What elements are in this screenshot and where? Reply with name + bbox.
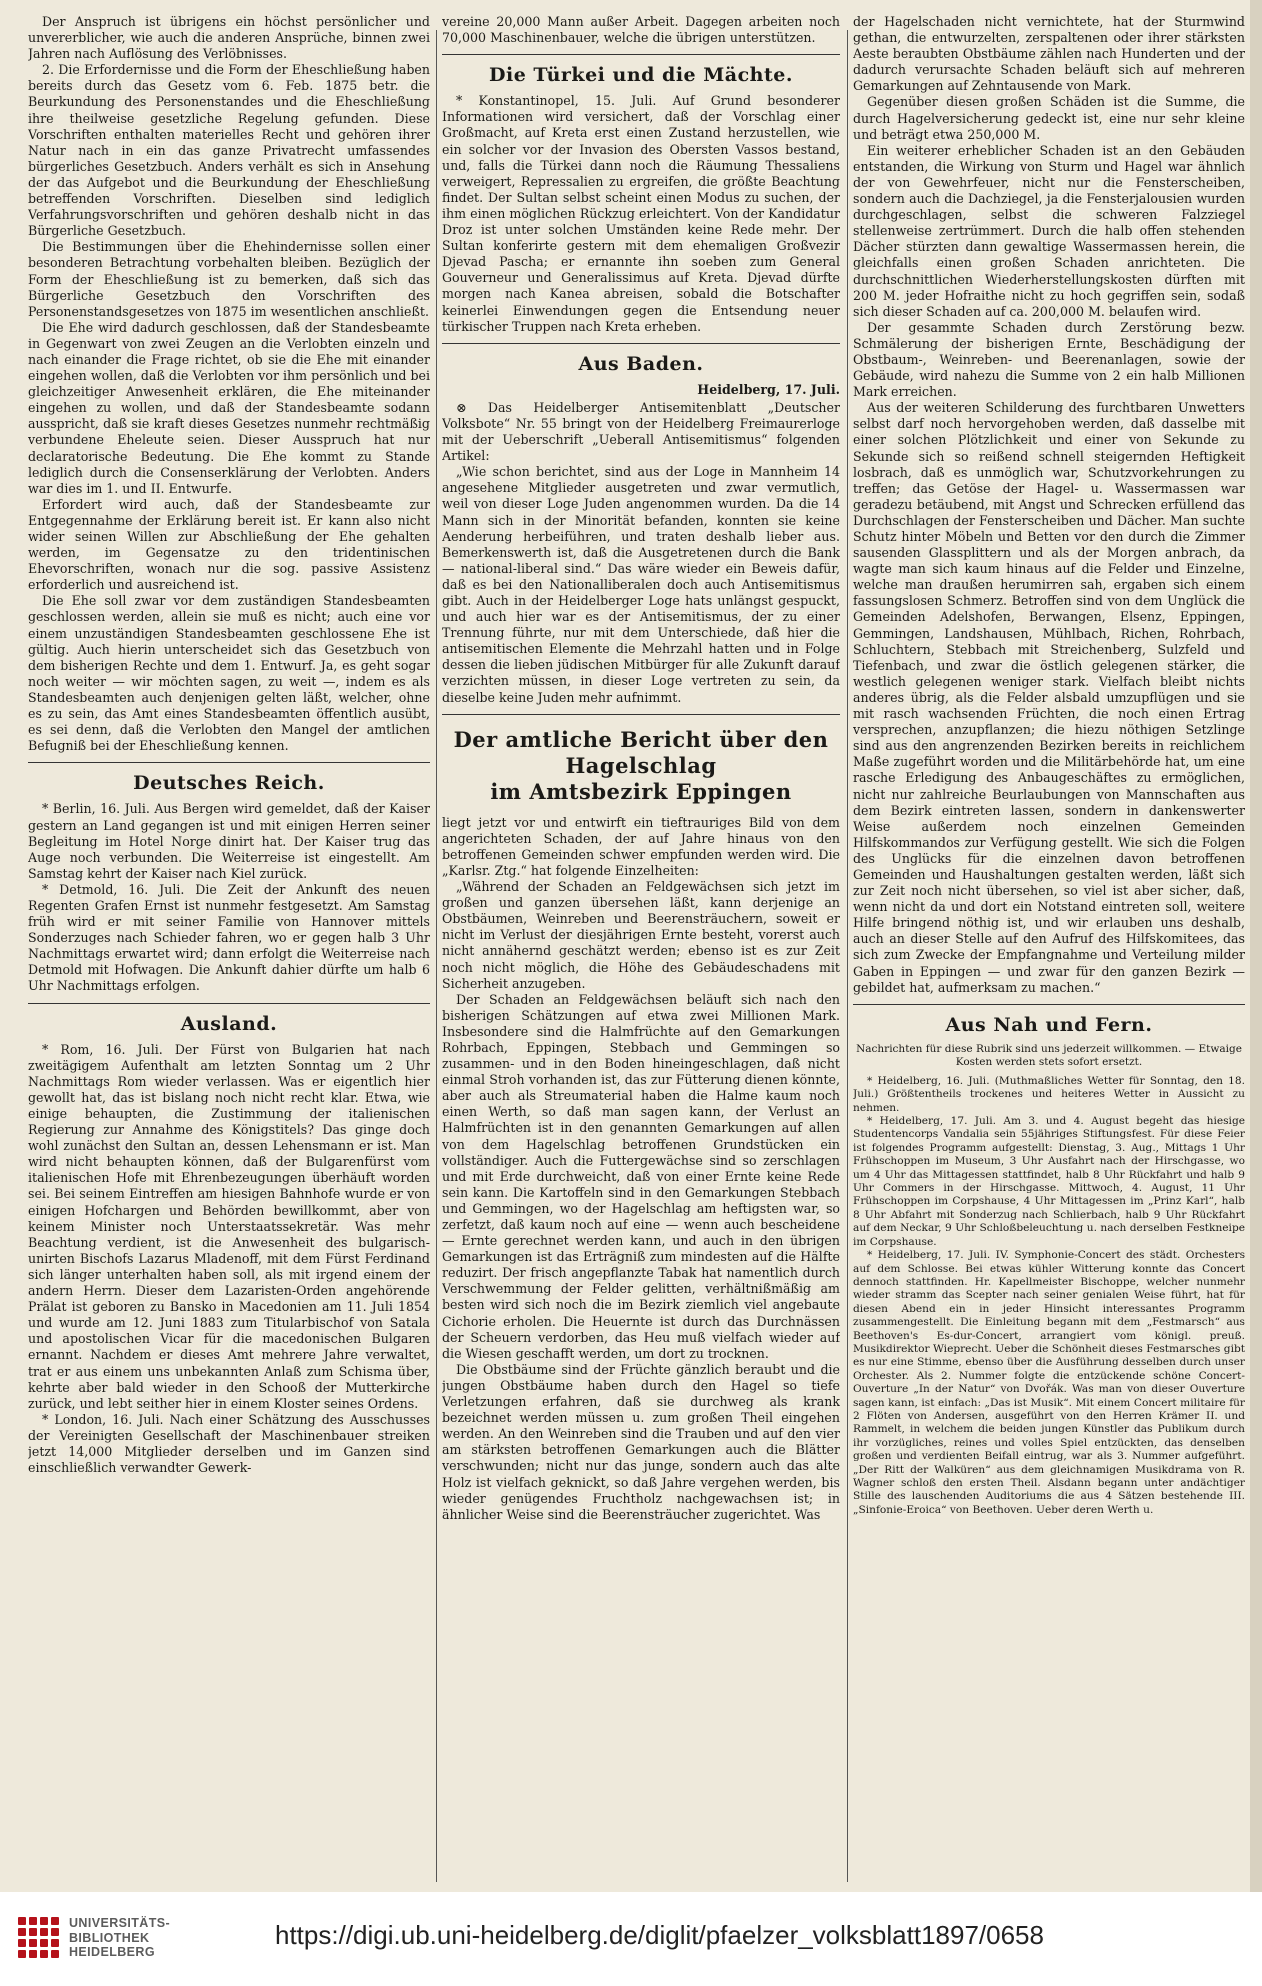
paragraph: Die Obstbäume sind der Früchte gänzlich beraubt und die jungen Obstbäume haben durch den Hagel so tiefe Verletzungen erfahren, daß sie durchweg als krank bezeichnet werden müssen u. zum großen Theil eingehen werden. An den Weinreben sind die Trauben und auf den vier am stärksten betroffenen Gemarkungen auch die Blätter verschwunden; nicht nur das junge, sondern auch das alte Holz ist vielfach geknickt, so daß Jahre vergehen werden, bis wieder genügendes Fruchtholz nachgewachsen ist; in ähnlicher Weise sind die Beerensträucher zugerichtet. Was (442, 1361, 840, 1522)
paragraph: „Während der Schaden an Feldgewächsen sich jetzt im großen und ganzen übersehen läßt, kann derjenige an Obstbäumen, Weinreben und Beerensträuchern, soweit er nicht im Verlust der diesjährigen Ernte besteht, vorerst auch nicht annähernd geschätzt werden; ebenso ist es zur Zeit noch nicht möglich, die Höhe des Gebäudeschadens mit Sicherheit anzugeben. (442, 879, 840, 991)
section-title-deutsches-reich: Deutsches Reich. (133, 772, 325, 795)
column-3 (853, 14, 1245, 1886)
column-divider (436, 30, 437, 1882)
news-item-loge: „Wie schon berichtet, sind aus der Loge in Mannheim 14 angesehene Mitglieder ausgetreten und zwar vermutlich, weil von dieser Loge Juden angenommen wurden. Da die 14 Mann sich in der Minorität befanden, konnten sie keine Aenderung herbeiführen, und traten deshalb lieber aus. Bemerkenswerth ist, daß die Ausgetretenen durch die Bank — national-liberal sind.“ Das wäre wieder ein Beweis dafür, daß es bei den Nationalliberalen doch auch Antisemitismus gibt. Auch in der Heidelberger Loge hats unlängst gespuckt, und auch hier war es der Antisemitismus, der zu einer Trennung führte, nur mit dem Unterschiede, daß hier die antisemitischen Elemente die Mehrzahl hatten und in Folge dessen die lieben jüdischen Mitbürger für alle Zukunft darauf verzichten müssen, in dieser Loge vertreten zu sein, da dieselbe keine Juden mehr aufnimmt. (442, 464, 840, 705)
paragraph: Die Ehe soll zwar vor dem zuständigen Standesbeamten geschlossen werden, allein sie muß es nicht; auch eine vor einem unzuständigen Standesbeamten geschlossene Ehe ist gültig. Auch hierin unterscheidet sich das Gesetzbuch von dem bisherigen Rechte und dem 1. Entwurf. Ja, es geht sogar noch weiter — wir möchten sagen, zu weit —, indem es als Standesbeamten auch denjenigen gelten läßt, welcher, ohne es zu sein, das Amt eines Standesbeamten öffentlich ausübt, es sei denn, daß die Verlobten den Mangel der amtlichen Befugniß bei der Eheschließung kennen. (28, 593, 430, 754)
section-divider (442, 714, 840, 715)
news-item-antisemitenblatt: ⊗ Das Heidelberger Antisemitenblatt „Deutscher Volksbote“ Nr. 55 bringt von der Heidelberg Freimaurerloge mit der Ueberschrift „Ueberall Antisemitismus“ folgenden Artikel: (442, 399, 840, 464)
news-item-london: * London, 16. Juli. Nach einer Schätzung des Ausschusses der Vereinigten Gesellschaft der Maschinenbauer streiken jetzt 14,000 Mitglieder derselben und im Ganzen sind einschließlich verwandter Gewerk- (28, 1411, 430, 1476)
paragraph: Aus der weiteren Schilderung des furchtbaren Unwetters selbst darf noch hervorgehoben werden, daß dasselbe mit einer solchen Plötzlichkeit und einer von Sekunde zu Sekunde sich so reißend schnell steigernden Heftigkeit losbrach, daß es unmöglich war, Schutzvorkehrungen zu treffen; das Getöse der Hagel- u. Wassermassen war geradezu betäubend, mit Angst und Schrecken erfüllend das Durchschlagen der Fensterscheiben und Dächer. Man suchte Schutz hinter Möbeln und Betten vor den durch die Zimmer sausenden Glassplittern und als der Morgen anbrach, da wagte man sich kaum hinaus auf die Felder und Einzelne, welche man draußen herumirren sah, ergaben sich einem fassungslosen Schmerz. Betroffen sind von dem Unglück die Gemeinden Adelshofen, Berwangen, Elsenz, Eppingen, Gemmingen, Landshausen, Mühlbach, Richen, Rohrbach, Schluchtern, Stebbach mit Streichenberg, Sulzfeld und Tiefenbach, und zwar die östlich gelegenen stärker, die westlich gelegenen weniger stark. Vielfach bleibt nichts anderes übrig, als die Felder alsbald umzupflügen und sie mit rasch wachsenden Früchten, die noch einen Ertrag versprechen, anzupflanzen; die hiezu nöthigen Setzlinge sind aus den angrenzenden Bezirken bereits in reichlichem Maße zugeführt worden und die Militärbehörde hat, um eine rasche Erledigung des Anbaugeschäftes zu ermöglichen, nicht nur zahlreiche Beurlaubungen von Mannschaften aus dem Bezirk eintreten lassen, sondern in dankenswerter Weise außerdem noch einzelnen Gemeinden Hilfskommandos zur Verfügung gestellt. Wie sich die Folgen des Unglücks für die einzelnen davon betroffenen Gemeinden und Haushaltungen gestalten werden, läßt sich zur Zeit noch nicht übersehen, so viel ist aber sicher, daß, wenn nicht da und dort ein Notstand eintreten soll, weitere Hilfe bringend nöthig ist, und wir erlauben uns deshalb, auch an dieser Stelle auf den Aufruf des Hilfskomitees, das sich zum Zwecke der Empfangnahme und Verteilung milder Gaben in Eppingen — und zwar für den ganzen Bezirk — gebildet hat, aufmerksam zu machen.“ (853, 400, 1245, 995)
column-divider (847, 30, 848, 1882)
scan-edge (1250, 0, 1262, 1892)
section-title-hagelschlag (442, 727, 840, 805)
news-item-wetter: * Heidelberg, 16. Juli. (Muthmaßliches Wetter für Sonntag, den 18. Juli.) Größtentheils trockenes und heiteres Wetter in Aussicht zu nehmen. (853, 1074, 1245, 1114)
paragraph: Gegenüber diesen großen Schäden ist die Summe, die durch Hagelversicherung gedeckt ist, eine nur sehr kleine und beträgt etwa 250,000 M. (853, 94, 1245, 142)
logo-line: HEIDELBERG (69, 1945, 155, 1959)
rubric-note: Nachrichten für diese Rubrik sind uns jederzeit willkommen. — Etwaige Kosten werden stets sofort ersetzt. (856, 1042, 1242, 1068)
university-library-logo[interactable] (18, 1916, 170, 1960)
viewer-footer (0, 1892, 1262, 1986)
paragraph: Der Anspruch ist übrigens ein höchst persönlicher und unvererblicher, wie auch die anderen Ansprüche, binnen zwei Jahren nach Auflösung des Verlöbnisses. (28, 14, 430, 62)
paragraph: Ein weiterer erheblicher Schaden ist an den Gebäuden entstanden, die Wirkung von Sturm und Hagel war ähnlich der von Gewehrfeuer, nicht nur die Fensterscheiben, sondern auch die Dachziegel, ja die Fensterjalousien wurden durchgeschlagen, selbst die schweren Falzziegel stellenweise zertrümmert. Durch die halb offen stehenden Dächer stürzten dann gewaltige Wassermassen herein, die gleichfalls einen großen Schaden anrichteten. Die durchschnittlichen Wiederherstellungskosten dürften mit 200 M. jeder Hofraithe nicht zu hoch gegriffen sein, sodaß sich dieser Schaden auf ca. 200,000 M. belaufen wird. (853, 142, 1245, 319)
section-title-baden: Aus Baden. (578, 352, 704, 375)
paragraph: Die Bestimmungen über die Ehehindernisse sollen einer besonderen Betrachtung vorbehalten bleiben. Bezüglich der Form der Eheschließung ist zu bemerken, daß sich das Bürgerliche Gesetzbuch den Vorschriften des Personenstandsgesetzes von 1875 im wesentlichen anschließt. (28, 239, 430, 319)
news-item-concert: * Heidelberg, 17. Juli. IV. Symphonie-Concert des städt. Orchesters auf dem Schlosse. Bei etwas kühler Witterung konnte das Concert dennoch stattfinden. Hr. Kapellmeister Bischoppe, welcher nunmehr wieder stramm das Scepter nach seiner genialen Weise führt, hat für diesen Abend ein in jeder Hinsicht interessantes Programm zusammengestellt. Die Einleitung begann mit dem „Festmarsch“ aus Beethoven's Es-dur-Concert, arrangiert vom königl. preuß. Musikdirektor Wieprecht. Ueber die Schönheit dieses Festmarsches gibt es nur eine Stimme, ebenso über die Ausführung desselben durch unser Orchester. Als 2. Nummer folgte die entzückende schöne Concert-Ouverture „In der Natur“ von Dvořák. Was man von dieser Ouverture sagen kann, ist einfach: „Das ist Musik“. Mit einem Concert militaire für 2 Flöten von Andersen, ausgeführt von den Herren Krämer II. und Rammelt, in welchem die beiden jungen Künstler das Publikum durch ihr vorzügliches, reines und volles Spiel entzückten, das denselben großen und verdienten Beifall eintrug, war als 3. Nummer aufgeführt. „Der Ritt der Walküren“ aus dem gleichnamigen Musikdrama von R. Wagner schloß den ersten Theil. Alsdann begann unter andächtiger Stille des lauschenden Auditoriums die aus 4 Sätzen bestehende III. „Sinfonie-Eroica“ von Beethoven. Ueber deren Werth u. (853, 1249, 1245, 1516)
marriage-law-article (28, 14, 430, 754)
section-divider (442, 54, 840, 55)
paragraph: Der Schaden an Feldgewächsen beläuft sich nach den bisherigen Schätzungen auf etwa zwei Millionen Mark. Insbesondere sind die Halmfrüchte auf den Gemarkungen Rohrbach, Eppingen, Stebbach und Gemmingen so zusammen- und in den Boden hineingeschlagen, daß nicht einmal Stroh vorhanden ist, das zur Fütterung dienen könnte, aber auch als Streumaterial haben die Halme kaum noch einen Werth, so daß man sagen kann, der Verlust an Halmfrüchten ist in den genannten Gemarkungen auf allen von dem Hagelschlag betroffenen Grundstücken ein vollständiger. Auch die Futtergewächse sind so zerschlagen und mit Erde durchweicht, daß von einer Ernte keine Rede sein kann. Die Kartoffeln sind in den Gemarkungen Stebbach und Gemmingen, wo der Hagelschlag am heftigsten war, so zerfetzt, daß kaum noch auf eine — wenn auch bescheidene — Ernte gerechnet werden kann, und auch in den übrigen Gemarkungen ist das Erträgniß zum mindesten auf die Hälfte reduzirt. Der frisch angepflanzte Tabak hat namentlich durch Verschwemmung der Felder gelitten, verhältnißmäßig am besten wird sich noch die im Bezirk ziemlich viel angebaute Cichorie erholen. Die Heuernte ist durch das Durchnässen der Scheuern verdorben, das Heu muß vielfach wieder auf die Wiesen geschafft werden, um dort zu trocknen. (442, 991, 840, 1361)
section-title-nah-und-fern: Aus Nah und Fern. (945, 1013, 1153, 1036)
logo-text (69, 1916, 170, 1960)
column-1 (28, 14, 430, 1886)
news-item-konstantinopel: * Konstantinopel, 15. Juli. Auf Grund besonderer Informationen wird versichert, daß der Vorschlag einer Großmacht, auf Kreta erst einen Zustand herzustellen, wie ein solcher vor der Invasion des Obersten Vassos bestand, und, falls die Türkei dann noch die Räumung Thessaliens verweigert, Repressalien zu ergreifen, die größte Beachtung findet. Der Sultan selbst scheint einen Modus zu suchen, der ihm einen möglichen Rückzug erleichtert. Von der Kandidatur Droz ist unter solchen Umständen keine Rede mehr. Der Sultan konferirte gestern mit dem ehemaligen Großvezir Djevad Pascha; er ernannte ihn soeben zum General Gouverneur und Generalissimus auf Kreta. Djevad dürfte morgen nach Kanea abreisen, sobald die Botschafter keinerlei Einwendungen gegen die Entsendung neuer türkischer Truppen nach Kreta erheben. (442, 93, 840, 334)
paragraph: der Hagelschaden nicht vernichtete, hat der Sturmwind gethan, die entwurzelten, zerspaltenen oder ihrer stärksten Aeste beraubten Obstbäume zählen nach Hunderten und der dadurch verursachte Schaden beläuft sich auf mehreren Gemarkungen auf Zehntausende von Mark. (853, 14, 1245, 94)
news-item-vandalia: * Heidelberg, 17. Juli. Am 3. und 4. August begeht das hiesige Studentencorps Vandalia sein 55jähriges Stiftungsfest. Für diese Feier ist folgendes Programm aufgestellt: Dienstag, 3. Aug., Mittags 1 Uhr Frühschoppen im Museum, 3 Uhr Ausfahrt nach der Hirschgasse, wo um 4 Uhr das Mittagessen stattfindet, halb 8 Uhr Rückfahrt und halb 9 Uhr Commers in der Hirschgasse. Mittwoch, 4. August, 11 Uhr Frühschoppen im Corpshause, 4 Uhr Mittagessen im „Prinz Karl“, halb 8 Uhr Abfahrt mit Sonderzug nach Schlierbach, halb 9 Uhr Rückfahrt auf dem Neckar, 9 Uhr Schloßbeleuchtung u. nach derselben Festkneipe im Corpshause. (853, 1115, 1245, 1248)
section-divider (28, 762, 430, 763)
paragraph: Erfordert wird auch, daß der Standesbeamte zur Entgegennahme der Erklärung bereit ist. Er kann also nicht wider seinen Willen zur Abschließung der Ehe gehalten werden, im Gegensatze zu den tridentinischen Ehevorschriften, wonach nur die sog. passive Assistenz erforderlich und ausreichend ist. (28, 496, 430, 593)
paragraph: Der gesammte Schaden durch Zerstörung bezw. Schmälerung der bisherigen Ernte, Beschädigung der Obstbaum-, Weinreben- und Beerenanlagen, sowie der Gebäude, wird nahezu die Summe von 2 ein halb Millionen Mark erreichen. (853, 319, 1245, 400)
paragraph: vereine 20,000 Mann außer Arbeit. Dagegen arbeiten noch 70,000 Maschinenbauer, welche die übrigen unterstützen. (442, 14, 840, 46)
title-line: im Amtsbezirk Eppingen (490, 778, 792, 804)
news-item-rom: * Rom, 16. Juli. Der Fürst von Bulgarien hat nach zweitägigem Aufenthalt am letzten Sonntag um 2 Uhr Nachmittags Rom wieder verlassen. Was er eigentlich hier gewollt hat, das ist bislang noch nicht recht klar. Etwa, wie einige behaupten, die Zustimmung der italienischen Regierung zur Annahme des Königstitels? Das ginge doch wohl zunächst den Sultan an, dessen Lehensmann er ist. Man wird nicht behaupten können, daß der Bulgarenfürst vom italienischen Hofe mit Ehrenbezeugungen überhäuft worden sei. Bei seinem Eintreffen am hiesigen Bahnhofe wurde er von einigen Hofchargen und Behörden bewillkommt, aber von keinem Minister noch Unterstaatssekretär. Was mehr Beachtung verdient, ist die Anwesenheit des bulgarisch-unirten Bischofs Lazarus Mladenoff, mit dem Fürst Ferdinand sich länger unterhalten haben soll, als mit irgend einem der andern Herrn. Dieser dem Lazaristen-Orden angehörende Prälat ist geboren zu Bansko in Macedonien am 11. Juli 1854 und wurde am 12. Juni 1883 zum Titularbischof von Satala und apostolischen Vicar für die macedonischen Bulgaren ernannt. Nachdem er dieses Amt mehrere Jahre verwaltet, trat er aus einem uns unbekannten Anlaß zum Schisma über, kehrte aber bald wieder in den Schooß der Mutterkirche zurück, und lebt seither hier in einem Kloster seines Ordens. (28, 1041, 430, 1411)
news-item-detmold: * Detmold, 16. Juli. Die Zeit der Ankunft des neuen Regenten Grafen Ernst ist nunmehr festgesetzt. Am Samstag früh wird er mit seiner Familie von Hannover mittels Sonderzuges nach Schieder fahren, wo er gegen halb 3 Uhr Nachmittags erwartet wird; dann erfolgt die Weiterreise nach Detmold mit Hofwagen. Die Ankunft dahier dürfte um halb 6 Uhr Nachmittags erfolgen. (28, 881, 430, 994)
section-title-tuerkei: Die Türkei und die Mächte. (489, 64, 793, 87)
column-2 (442, 14, 840, 1886)
logo-mark-icon (18, 1917, 59, 1958)
logo-line: UNIVERSITÄTS- (69, 1916, 171, 1930)
paragraph: liegt jetzt vor und entwirft ein tieftrauriges Bild von dem angerichteten Schaden, der auf Jahre hinaus von den betroffenen Gemeinden schwer empfunden werden wird. Die „Karlsr. Ztg.“ hat folgende Einzelheiten: (442, 814, 840, 878)
title-line: Der amtliche Bericht über den Hagelschlag (453, 726, 829, 778)
section-title-ausland: Ausland. (180, 1012, 278, 1035)
section-divider (442, 343, 840, 344)
section-divider (853, 1004, 1245, 1005)
section-divider (28, 1003, 430, 1004)
paragraph: 2. Die Erfordernisse und die Form der Eheschließung haben bereits durch das Gesetz vom 6. Feb. 1875 betr. die Beurkundung des Personenstandes und die Eheschließung ihre theilweise gesetzliche Regelung gefunden. Diese Vorschriften enthalten materielles Recht und gehören ihrer Natur nach in ein das ganze Privatrecht umfassendes bürgerliches Gesetzbuch. Anders verhält es sich in Ansehung der das Aufgebot und die Beurkundung der Eheschließung betreffenden Vorschriften. Dieselben sind lediglich Verfahrungsvorschriften und gehören deshalb nicht in das Bürgerliche Gesetzbuch. (28, 62, 430, 239)
logo-line: BIBLIOTHEK (69, 1930, 150, 1945)
news-item-berlin: * Berlin, 16. Juli. Aus Bergen wird gemeldet, daß der Kaiser gestern an Land gegangen ist und mit einigen Herren seiner Begleitung im Hotel Norge dinirt hat. Der Kaiser trug das Auge noch verbunden. Die Weiterreise ist eingestellt. Am Samstag kehrt der Kaiser nach Kiel zurück. (28, 801, 430, 881)
permalink-url[interactable]: https://digi.ub.uni-heidelberg.de/diglit/pfaelzer_volksblatt1897/0658 (275, 1920, 1044, 1950)
dateline: Heidelberg, 17. Juli. (697, 381, 840, 397)
paragraph: Die Ehe wird dadurch geschlossen, daß der Standesbeamte in Gegenwart von zwei Zeugen an die Verlobten einzeln und nach einander die Frage richtet, ob sie die Ehe mit einander eingehen wollen, daß die Verlobten vor ihm persönlich und bei gleichzeitiger Anwesenheit erklären, die Ehe miteinander eingehen zu wollen, und daß der Standesbeamte sodann ausspricht, daß sie kraft dieses Gesetzes nunmehr rechtmäßig verbundene Eheleute seien. Dieser Ausspruch hat nur declaratorische Bedeutung. Die Ehe kommt zu Stande lediglich durch die Consenserklärung der Verlobten. Anders war dies im 1. und II. Entwurfe. (28, 319, 430, 496)
